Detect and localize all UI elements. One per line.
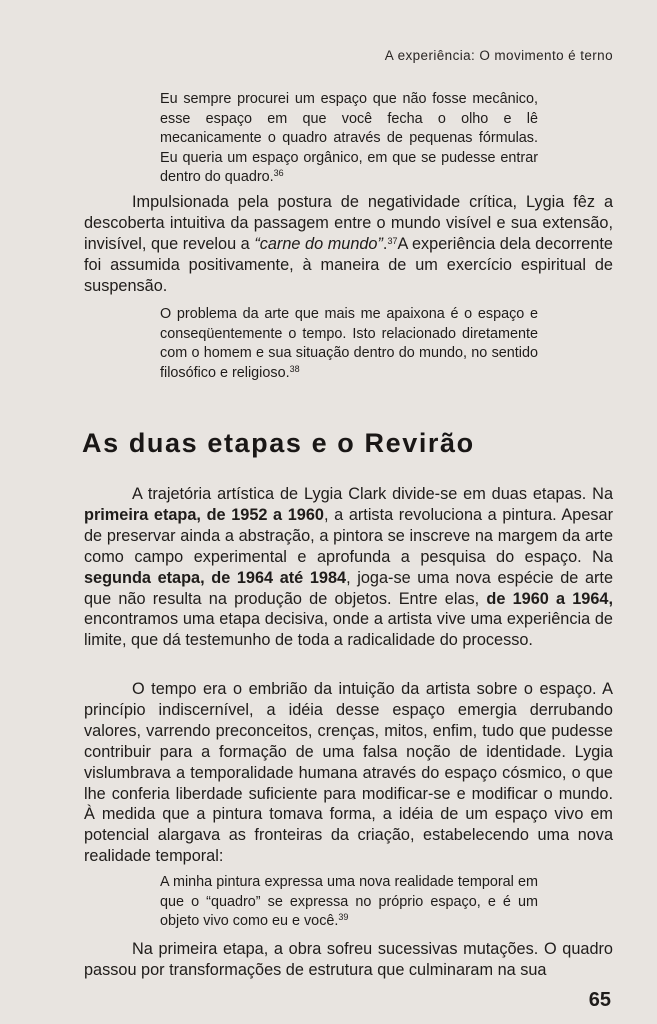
bold-phrase: primeira etapa, de 1952 a 1960	[84, 505, 324, 524]
quote-text: O problema da arte que mais me apaixona é o espaço e conseqüentemente o tempo. Isto relacionado diretamente com o homem e sua situação dentro do mundo, no sentido filosófico e religioso.	[160, 306, 538, 381]
page-number: 65	[588, 989, 611, 1011]
section-heading: As duas etapas e o Revirão	[82, 428, 475, 458]
quote-text: A minha pintura expressa uma nova realidade temporal em que o “quadro” se expressa no próprio espaço, e é um objeto vivo como eu e você.	[160, 874, 538, 930]
footnote-marker: 37	[387, 235, 398, 246]
paragraph-4	[84, 939, 613, 981]
block-quote-2	[160, 305, 538, 383]
bold-phrase: de 1960 a 1964,	[486, 589, 613, 608]
footnote-marker: 36	[273, 168, 284, 179]
italic-phrase: “carne do mundo”	[254, 234, 383, 253]
paragraph-text: Impulsionada pela postura de negatividade crítica, Lygia fêz a descoberta intuitiva da passagem entre o mundo visível e sua extensão, invisível, que revelou a	[84, 193, 613, 253]
footnote-marker: 39	[338, 912, 349, 923]
paragraph-3	[84, 679, 613, 867]
paragraph-text: Na primeira etapa, a obra sofreu sucessivas mutações. O quadro passou por transformações de estrutura que culminaram na sua	[84, 940, 613, 979]
paragraph-text: O tempo era o embrião da intuição da artista sobre o espaço. A princípio indiscernível, a idéia desse espaço emergia derrubando valores, varrendo preconceitos, crenças, mitos, enfim, tudo que pudesse contribuir para a formação de uma falsa noção de identidade. Lygia vislumbrava a temporalidade humana através do espaço cósmico, o que lhe conferia liberdade suficiente para modificar-se e modificar o mundo. À medida que a pintura tomava forma, a idéia de um espaço vivo em potencial alargava as fronteiras da criação, estabelecendo uma nova realidade temporal:	[84, 680, 613, 866]
paragraph-1: Impulsionada pela postura de negatividade crítica, Lygia fêz a descoberta intuitiva da passagem entre o mundo visível e sua extensão, invisível, que revelou a “carne do mundo”.$^{37}$A experiência dela decorrente foi assumida positivamente, à maneira de um exercício espiritual de suspensão.	[84, 193, 613, 295]
running-head: A experiência: O movimento é terno	[384, 48, 613, 63]
block-quote-3	[160, 873, 538, 932]
block-quote-1	[160, 90, 538, 188]
footnote-marker: 38	[289, 363, 300, 374]
bold-phrase: segunda etapa, de 1964 até 1984	[84, 568, 347, 587]
quote-text: Eu sempre procurei um espaço que não fosse mecânico, esse espaço em que você fecha o olho e lê mecanicamente o quadro através de pequenas fórmulas. Eu queria um espaço orgânico, em que se pudesse entrar dentro do quadro.	[160, 91, 538, 186]
paragraph-2: A trajetória artística de Lygia Clark divide-se em duas etapas. Na primeira etapa, de 1952 a 1960, a artista revoluciona a pintura. Apesar de preservar ainda a abstração, a pintora se inscreve na margem da arte como campo experimental e aprofunda a pesquisa do espaço. Na segunda etapa, de 1964 até 1984, joga-se uma nova espécie de arte que não resulta na produção de objetos. Entre elas, de 1960 a 1964, encontramos uma etapa decisiva, onde a artista vive uma experiência de limite, que dá testemunho de toda a radicalidade do processo.	[84, 485, 614, 650]
